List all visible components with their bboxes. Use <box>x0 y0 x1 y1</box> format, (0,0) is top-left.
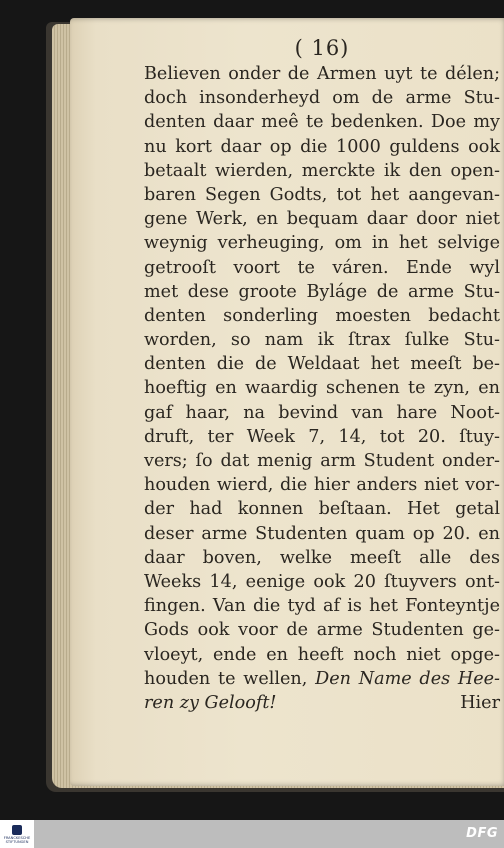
text-line: denten daar meê te bedenken. Doe my <box>144 112 500 133</box>
page-number: ( 16) <box>294 36 350 60</box>
final-italic-line: ren zy Gelooft! <box>144 692 277 713</box>
logo-text: FRANCKESCHE STIFTUNGEN <box>3 835 31 844</box>
text-line: houden wierd, die hier anders niet vor- <box>144 475 500 496</box>
text-line: denten die de Weldaat het meeſt be- <box>144 354 500 375</box>
text-line: weynig verheuging, om in het selvige <box>144 233 500 254</box>
catchword: Hier <box>460 692 500 713</box>
text-line: denten sonderling moesten bedacht <box>144 305 500 326</box>
text-line: Believen onder de Armen uyt te délen; <box>144 64 500 84</box>
body-text <box>144 62 500 715</box>
text-line: deser arme Studenten quam op 20. en <box>144 523 500 544</box>
text-line-mixed <box>144 667 500 691</box>
text-line: druft, ter Week 7, 14, tot 20. ſtuy- <box>144 426 500 447</box>
text-line: getrooſt voort te váren. Ende wyl <box>144 257 500 278</box>
text-line: fingen. Van die tyd af is het Fonteyntje <box>144 596 500 617</box>
text-line: betaalt wierden, merckte ik den open- <box>144 160 500 181</box>
institution-logo <box>0 820 34 848</box>
text-line: Weeks 14, eenige ook 20 ſtuyvers ont- <box>144 571 500 592</box>
text-line: hoeftig en waardig schenen te zyn, en <box>144 378 500 399</box>
logo-mark-icon <box>12 825 22 835</box>
italic-fragment: Den Name des Hee- <box>315 668 501 689</box>
text-line: met dese groote Byláge de arme Stu- <box>144 281 500 302</box>
text-line: Gods ook voor de arme Studenten ge- <box>144 620 500 641</box>
text-line: vers; ſo dat menig arm Student onder- <box>144 451 500 471</box>
text-line: worden, so nam ik ſtrax ſulke Stu- <box>144 330 500 351</box>
final-line-row <box>144 691 500 715</box>
footer-bar <box>0 820 504 848</box>
text-line: doch insonderheyd om de arme Stu- <box>144 88 500 109</box>
text-line: nu kort daar op die 1000 guldens ook <box>144 136 500 157</box>
text-line: vloeyt, ende en heeft noch niet opge- <box>144 644 500 665</box>
text-line: baren Segen Godts, tot het aangevan- <box>144 184 500 205</box>
text-fragment: houden te wellen, <box>144 668 308 689</box>
text-line: gaf haar, na bevind van hare Noot- <box>144 402 500 423</box>
text-line: der had konnen beſtaan. Het getal <box>144 499 500 520</box>
dfg-logo: DFG <box>466 826 498 841</box>
text-line: daar boven, welke meeſt alle des <box>144 547 500 568</box>
text-line: gene Werk, en bequam daar door niet <box>144 209 500 230</box>
